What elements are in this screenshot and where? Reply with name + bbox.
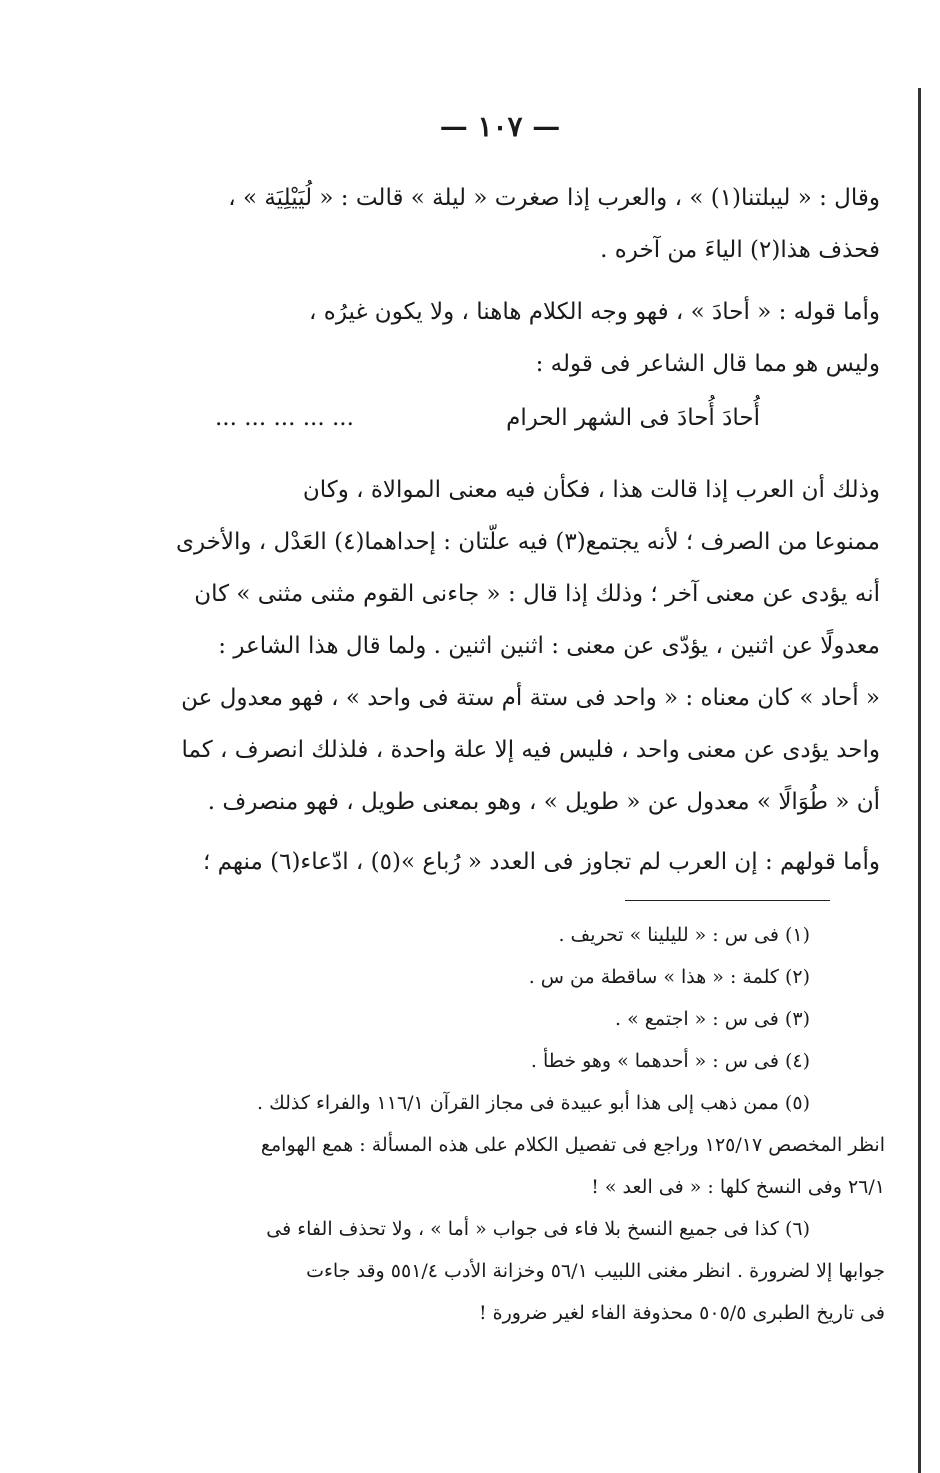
poem-ellipsis: ... ... ... ... ... [215,405,354,431]
text-line: أن « طُوَالًا » معدول عن « طويل » ، وهو بمعنى طويل ، فهو منصرف . [207,789,880,815]
text-line: وأما قولهم : إن العرب لم تجاوز فى العدد « رُباع »(٥) ، ادّعاء(٦) منهم ؛ [203,849,880,875]
footnotes [165,914,885,1334]
footnote-4: (٤) فى س : « أحدهما » وهو خطأ . [530,1050,810,1072]
text-line: معدولًا عن اثنين ، يؤدّى عن معنى : اثنين اثنين . ولما قال هذا الشاعر : [218,633,880,659]
footnote-5: (٥) ممن ذهب إلى هذا أبو عبيدة فى مجاز القرآن ١١٦/١ والفراء كذلك . [257,1092,810,1114]
footnote-3: (٣) فى س : « اجتمع » . [615,1008,810,1030]
text-line: « أحاد » كان معناه : « واحد فى ستة أم ستة فى واحد » ، فهو معدول عن [181,685,880,711]
text-line: وليس هو مما قال الشاعر فى قوله : [535,351,880,377]
page-number: — ١٠٧ — [439,110,561,143]
footnote-5-cont: ٢٦/١ وفى النسخ كلها : « فى العد » ! [591,1176,885,1198]
text-line: وذلك أن العرب إذا قالت هذا ، فكأن فيه معنى الموالاة ، وكان [302,477,880,503]
footnote-2: (٢) كلمة : « هذا » ساقطة من س . [528,966,810,988]
poem-hemistich: أُحادَ أُحادَ فى الشهر الحرام [506,405,760,431]
footnote-5-cont: انظر المخصص ١٢٥/١٧ وراجع فى تفصيل الكلام على هذه المسألة : همع الهوامع [260,1134,885,1156]
text-line: فحذف هذا(٢) الياءَ من آخره . [600,237,880,263]
footnote-6: (٦) كذا فى جميع النسخ بلا فاء فى جواب « أما » ، ولا تحذف الفاء فى [266,1218,810,1240]
footnote-divider [625,900,830,901]
main-text [165,172,880,888]
footnote-1: (١) فى س : « لليلينا » تحريف . [558,924,810,946]
footnote-6-cont: فى تاريخ الطبرى ٥٠٥/٥ محذوفة الفاء لغير ضرورة ! [478,1302,885,1324]
footnote-6-cont: جوابها إلا لضرورة . انظر مغنى اللبيب ٥٦/١ وخزانة الأدب ٥٥١/٤ وقد جاءت [306,1260,885,1282]
text-line: وأما قوله : « أحادَ » ، فهو وجه الكلام هاهنا ، ولا يكون غيرُه ، [309,299,880,325]
poem-verse [215,398,760,438]
text-line: أنه يؤدى عن معنى آخر ؛ وذلك إذا قال : « جاءنى القوم مثنى مثنى » كان [194,581,880,607]
text-line: ممنوعا من الصرف ؛ لأنه يجتمع(٣) فيه علّتان : إحداهما(٤) العَدْل ، والأخرى [175,529,880,555]
text-line: وقال : « ليبلتنا(١) » ، والعرب إذا صغرت « ليلة » قالت : « لُيَيْلِيَة » ، [228,185,880,211]
text-line: واحد يؤدى عن معنى واحد ، فليس فيه إلا علة واحدة ، فلذلك انصرف ، كما [181,737,880,763]
page-edge-line [918,88,921,1473]
